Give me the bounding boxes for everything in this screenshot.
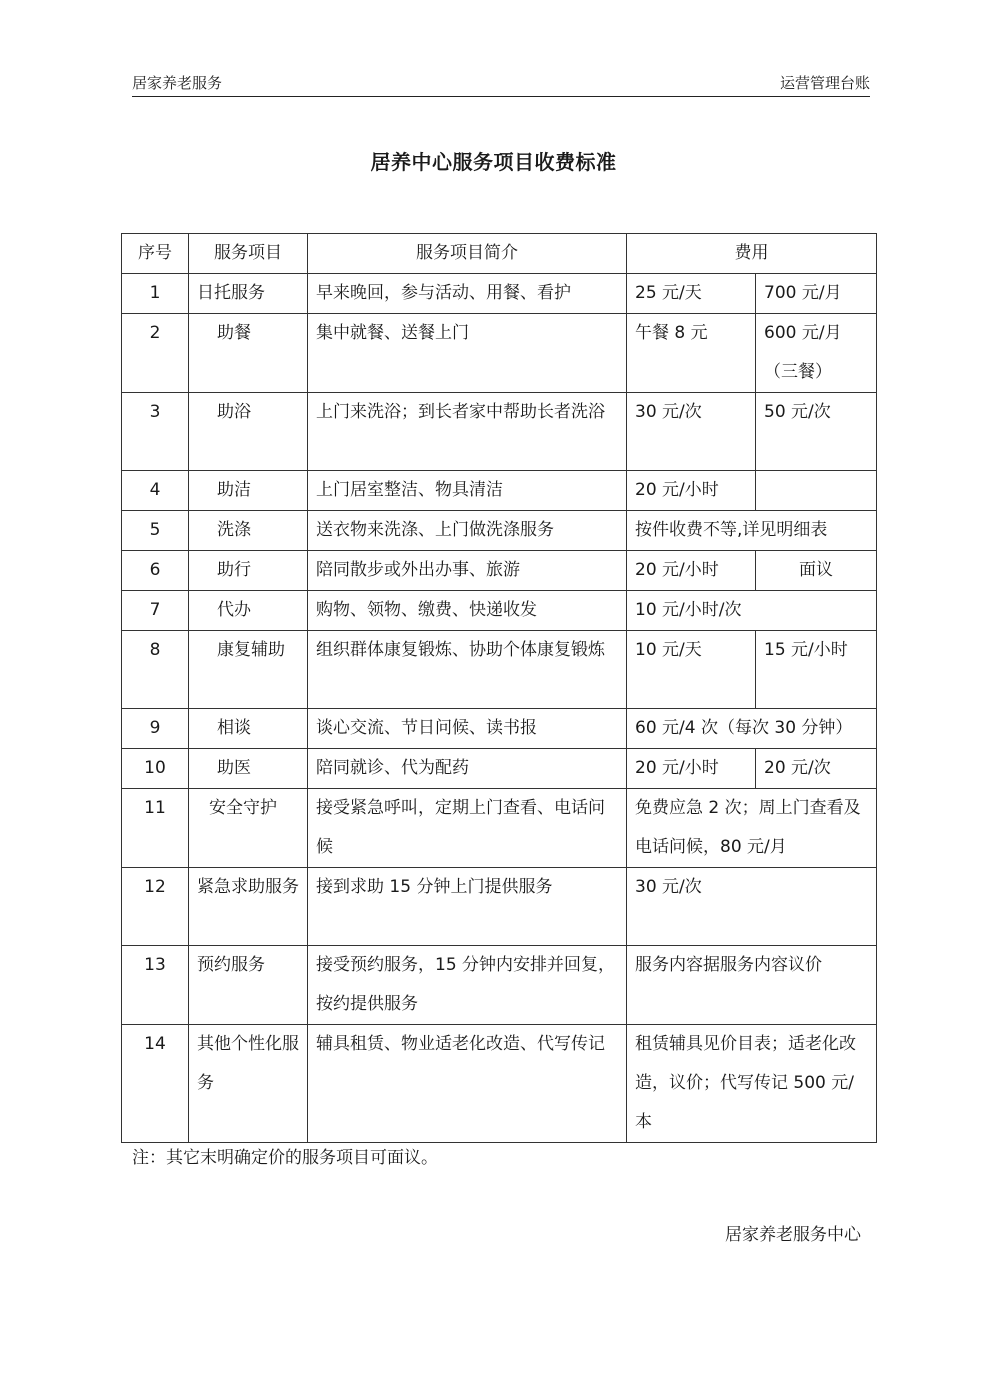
row-fee-1: 20 元/小时 [627, 471, 756, 511]
row-no: 1 [122, 274, 189, 314]
row-no: 11 [122, 789, 189, 868]
row-service: 安全守护 [189, 789, 308, 868]
row-no: 9 [122, 709, 189, 749]
row-fee-1: 20 元/小时 [627, 551, 756, 591]
table-row [122, 393, 877, 471]
row-no: 2 [122, 314, 189, 393]
table-row [122, 709, 877, 749]
row-fee-merged: 10 元/小时/次 [627, 591, 877, 631]
row-no: 13 [122, 946, 189, 1025]
row-service: 预约服务 [189, 946, 308, 1025]
row-desc: 集中就餐、送餐上门 [308, 314, 627, 393]
row-fee-merged: 服务内容据服务内容议价 [627, 946, 877, 1025]
row-service: 助医 [189, 749, 308, 789]
row-no: 10 [122, 749, 189, 789]
row-desc: 上门来洗浴；到长者家中帮助长者洗浴 [308, 393, 627, 471]
table-row [122, 749, 877, 789]
row-fee-1: 30 元/次 [627, 393, 756, 471]
row-service: 紧急求助服务 [189, 868, 308, 946]
table-row [122, 631, 877, 709]
row-no: 8 [122, 631, 189, 709]
row-service: 代办 [189, 591, 308, 631]
row-desc: 辅具租赁、物业适老化改造、代写传记 [308, 1025, 627, 1143]
table-header-row [122, 234, 877, 274]
row-no: 6 [122, 551, 189, 591]
row-no: 3 [122, 393, 189, 471]
row-fee-2: 600 元/月（三餐） [756, 314, 877, 393]
row-service: 助行 [189, 551, 308, 591]
row-service: 康复辅助 [189, 631, 308, 709]
row-no: 14 [122, 1025, 189, 1143]
row-fee-1: 25 元/天 [627, 274, 756, 314]
row-desc: 接到求助 15 分钟上门提供服务 [308, 868, 627, 946]
row-desc: 陪同散步或外出办事、旅游 [308, 551, 627, 591]
table-row [122, 591, 877, 631]
header-no: 序号 [122, 234, 189, 274]
table-row [122, 314, 877, 393]
row-desc: 接受紧急呼叫，定期上门查看、电话问候 [308, 789, 627, 868]
fee-table [121, 233, 877, 1143]
row-fee-1: 20 元/小时 [627, 749, 756, 789]
row-fee-1: 午餐 8 元 [627, 314, 756, 393]
signature: 居家养老服务中心 [725, 1225, 861, 1245]
row-fee-2: 50 元/次 [756, 393, 877, 471]
row-no: 5 [122, 511, 189, 551]
footnote: 注：其它末明确定价的服务项目可面议。 [132, 1148, 438, 1168]
table-row [122, 511, 877, 551]
row-fee-2 [756, 471, 877, 511]
row-fee-merged: 免费应急 2 次；周上门查看及电话问候，80 元/月 [627, 789, 877, 868]
row-service: 助浴 [189, 393, 308, 471]
row-fee-2: 20 元/次 [756, 749, 877, 789]
row-desc: 送衣物来洗涤、上门做洗涤服务 [308, 511, 627, 551]
row-service: 其他个性化服务 [189, 1025, 308, 1143]
row-fee-merged: 60 元/4 次（每次 30 分钟） [627, 709, 877, 749]
table-row [122, 551, 877, 591]
row-desc: 购物、领物、缴费、快递收发 [308, 591, 627, 631]
row-no: 7 [122, 591, 189, 631]
row-desc: 接受预约服务，15 分钟内安排并回复，按约提供服务 [308, 946, 627, 1025]
row-service: 助餐 [189, 314, 308, 393]
row-fee-merged: 30 元/次 [627, 868, 877, 946]
row-no: 4 [122, 471, 189, 511]
row-desc: 陪同就诊、代为配药 [308, 749, 627, 789]
table-row [122, 789, 877, 868]
row-service: 洗涤 [189, 511, 308, 551]
header-left-label: 居家养老服务 [132, 74, 223, 92]
row-fee-1: 10 元/天 [627, 631, 756, 709]
table-row [122, 1025, 877, 1143]
table-row [122, 471, 877, 511]
table-row [122, 868, 877, 946]
row-fee-2: 15 元/小时 [756, 631, 877, 709]
document-title: 居养中心服务项目收费标准 [370, 150, 617, 174]
row-fee-2: 700 元/月 [756, 274, 877, 314]
header-desc: 服务项目简介 [308, 234, 627, 274]
table-row [122, 946, 877, 1025]
header-service: 服务项目 [189, 234, 308, 274]
row-service: 相谈 [189, 709, 308, 749]
header-fee: 费用 [627, 234, 877, 274]
row-service: 助洁 [189, 471, 308, 511]
table-row [122, 274, 877, 314]
row-fee-merged: 按件收费不等,详见明细表 [627, 511, 877, 551]
row-no: 12 [122, 868, 189, 946]
page-header [132, 70, 870, 97]
header-right-label: 运营管理台账 [779, 74, 870, 92]
row-service: 日托服务 [189, 274, 308, 314]
row-fee-2: 面议 [756, 551, 877, 591]
row-fee-merged: 租赁辅具见价目表；适老化改造，议价；代写传记 500 元/本 [627, 1025, 877, 1143]
row-desc: 早来晚回，参与活动、用餐、看护 [308, 274, 627, 314]
row-desc: 谈心交流、节日问候、读书报 [308, 709, 627, 749]
row-desc: 上门居室整洁、物具清洁 [308, 471, 627, 511]
row-desc: 组织群体康复锻炼、协助个体康复锻炼 [308, 631, 627, 709]
